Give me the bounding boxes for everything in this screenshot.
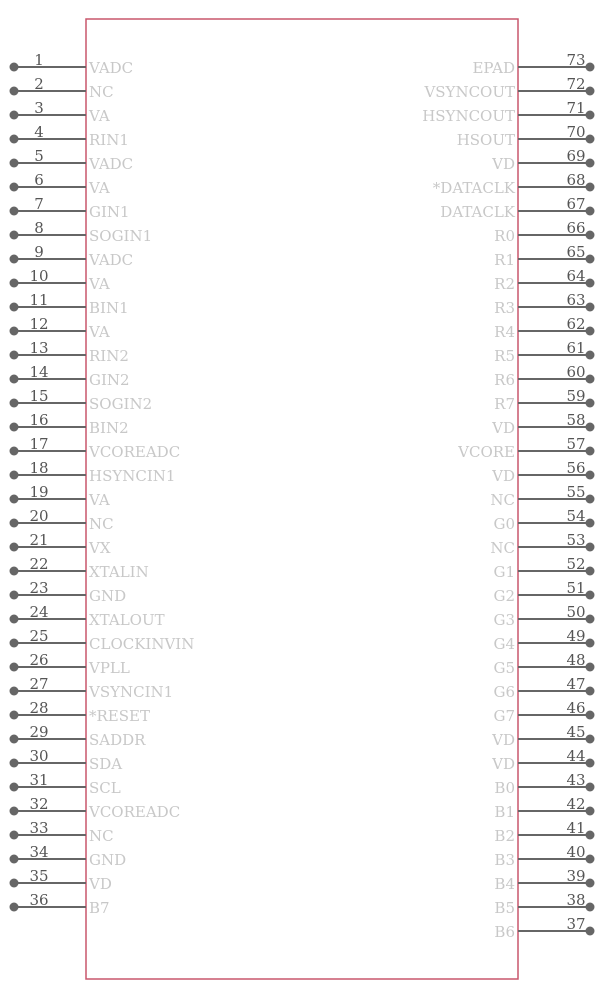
pin-terminal-dot (586, 255, 595, 264)
pin-number: 53 (566, 531, 586, 549)
pin-terminal-dot (586, 207, 595, 216)
pin-right-48 (493, 651, 594, 677)
pin-name: *DATACLK (432, 179, 515, 197)
pin-name: SOGIN1 (89, 227, 153, 245)
pin-right-62 (494, 315, 594, 341)
pin-terminal-dot (10, 111, 19, 120)
pin-left-16 (10, 411, 129, 437)
pin-name: NC (490, 491, 515, 509)
pin-left-18 (10, 459, 176, 485)
pin-name: HSYNCIN1 (89, 467, 176, 485)
pin-right-53 (490, 531, 594, 557)
pin-number: 66 (566, 219, 586, 237)
pin-right-42 (494, 795, 594, 821)
pin-name: B5 (494, 899, 515, 917)
pin-left-3 (10, 99, 110, 125)
pin-number: 38 (566, 891, 586, 909)
pin-name: VX (89, 539, 111, 557)
pin-name: NC (89, 827, 114, 845)
pin-terminal-dot (10, 63, 19, 72)
pin-right-39 (494, 867, 594, 893)
pin-terminal-dot (10, 735, 19, 744)
pin-number: 17 (29, 435, 49, 453)
pin-number: 54 (566, 507, 586, 525)
pin-number: 1 (34, 51, 44, 69)
pin-name: B4 (494, 875, 515, 893)
pin-terminal-dot (10, 183, 19, 192)
pin-terminal-dot (10, 783, 19, 792)
pin-terminal-dot (10, 423, 19, 432)
pin-left-5 (10, 147, 134, 173)
pin-number: 15 (29, 387, 49, 405)
pin-name: VD (492, 731, 515, 749)
pin-terminal-dot (10, 663, 19, 672)
pin-name: G6 (493, 683, 515, 701)
pin-name: VA (89, 179, 110, 197)
pin-number: 39 (566, 867, 586, 885)
pin-name: VA (89, 107, 110, 125)
pin-left-6 (10, 171, 110, 197)
pin-right-64 (494, 267, 594, 293)
pin-number: 47 (566, 675, 586, 693)
pin-right-60 (494, 363, 594, 389)
pin-terminal-dot (586, 855, 595, 864)
pin-name: B1 (494, 803, 515, 821)
pin-left-14 (10, 363, 130, 389)
pin-number: 46 (566, 699, 586, 717)
pin-name: B7 (89, 899, 110, 917)
pin-name: VADC (89, 155, 134, 173)
pin-terminal-dot (10, 879, 19, 888)
pin-terminal-dot (586, 879, 595, 888)
pin-left-30 (10, 747, 123, 773)
pin-terminal-dot (586, 351, 595, 360)
pin-right-56 (491, 459, 594, 485)
pin-number: 27 (29, 675, 49, 693)
pin-left-1 (10, 51, 134, 77)
pin-terminal-dot (10, 135, 19, 144)
pin-right-46 (493, 699, 594, 725)
pin-right-49 (493, 627, 594, 653)
pin-number: 48 (566, 651, 586, 669)
pin-left-10 (10, 267, 110, 293)
pin-name: XTALOUT (89, 611, 165, 629)
pin-terminal-dot (586, 519, 595, 528)
pin-name: GND (89, 851, 127, 869)
pin-name: VSYNCIN1 (89, 683, 174, 701)
pin-left-31 (10, 771, 121, 797)
pin-left-33 (10, 819, 114, 845)
pin-number: 25 (29, 627, 49, 645)
pin-terminal-dot (10, 855, 19, 864)
pin-right-37 (494, 915, 594, 941)
pin-left-32 (10, 795, 181, 821)
pin-number: 40 (566, 843, 586, 861)
pin-right-47 (493, 675, 594, 701)
pin-name: VSYNCOUT (424, 83, 515, 101)
pin-name: G4 (493, 635, 515, 653)
pin-terminal-dot (10, 519, 19, 528)
pin-terminal-dot (586, 303, 595, 312)
pin-number: 69 (566, 147, 586, 165)
pin-left-28 (10, 699, 150, 725)
pin-left-11 (10, 291, 129, 317)
pin-number: 28 (29, 699, 49, 717)
pin-number: 29 (29, 723, 49, 741)
pin-name: B6 (494, 923, 515, 941)
pin-terminal-dot (10, 711, 19, 720)
pin-name: *RESET (89, 707, 150, 725)
pin-terminal-dot (10, 807, 19, 816)
pin-terminal-dot (586, 135, 595, 144)
pin-terminal-dot (586, 183, 595, 192)
pin-left-8 (10, 219, 153, 245)
pin-terminal-dot (586, 471, 595, 480)
pin-name: GND (89, 587, 127, 605)
pin-number: 8 (34, 219, 44, 237)
pin-number: 22 (29, 555, 49, 573)
pin-name: NC (89, 83, 114, 101)
pin-right-40 (494, 843, 594, 869)
pin-terminal-dot (586, 663, 595, 672)
pin-terminal-dot (586, 903, 595, 912)
pin-name: VADC (89, 251, 134, 269)
pin-name: GIN2 (89, 371, 130, 389)
pin-left-27 (10, 675, 174, 701)
pin-name: B3 (494, 851, 515, 869)
pin-right-51 (493, 579, 594, 605)
pin-number: 4 (34, 123, 44, 141)
pin-name: BIN2 (89, 419, 129, 437)
pin-number: 67 (566, 195, 586, 213)
pin-left-15 (10, 387, 153, 413)
pin-number: 16 (29, 411, 49, 429)
pin-terminal-dot (586, 399, 595, 408)
pin-name: RIN2 (89, 347, 129, 365)
pin-number: 52 (566, 555, 586, 573)
pin-left-20 (10, 507, 114, 533)
pin-name: CLOCKINVIN (89, 635, 195, 653)
pin-right-44 (491, 747, 594, 773)
pin-number: 24 (29, 603, 49, 621)
pin-terminal-dot (586, 111, 595, 120)
pin-number: 42 (566, 795, 586, 813)
pin-number: 62 (566, 315, 586, 333)
pin-left-29 (10, 723, 147, 749)
pin-right-52 (493, 555, 594, 581)
pin-name: R2 (494, 275, 515, 293)
pin-number: 68 (566, 171, 586, 189)
pin-number: 33 (29, 819, 49, 837)
pin-name: SDA (89, 755, 123, 773)
pin-number: 58 (566, 411, 586, 429)
pin-terminal-dot (10, 567, 19, 576)
pin-terminal-dot (586, 567, 595, 576)
right-pin-group (422, 51, 594, 941)
pin-right-69 (491, 147, 594, 173)
pin-terminal-dot (10, 231, 19, 240)
pin-left-24 (10, 603, 165, 629)
pin-left-23 (10, 579, 127, 605)
pin-terminal-dot (586, 447, 595, 456)
component-body (86, 19, 518, 979)
pin-terminal-dot (586, 783, 595, 792)
pin-number: 36 (29, 891, 49, 909)
pin-number: 31 (29, 771, 49, 789)
pin-name: XTALIN (89, 563, 149, 581)
pin-name: VA (89, 323, 110, 341)
pin-terminal-dot (586, 639, 595, 648)
pin-number: 3 (34, 99, 44, 117)
pin-name: VCOREADC (89, 443, 181, 461)
pin-name: NC (89, 515, 114, 533)
pin-right-43 (494, 771, 594, 797)
pin-number: 59 (566, 387, 586, 405)
pin-name: R0 (494, 227, 515, 245)
pin-left-12 (10, 315, 110, 341)
pin-number: 26 (29, 651, 49, 669)
pin-terminal-dot (10, 351, 19, 360)
pin-terminal-dot (10, 279, 19, 288)
pin-terminal-dot (586, 807, 595, 816)
pin-left-4 (10, 123, 129, 149)
pin-number: 13 (29, 339, 49, 357)
pin-number: 21 (29, 531, 49, 549)
pin-name: R4 (494, 323, 515, 341)
pin-right-57 (457, 435, 594, 461)
pin-name: DATACLK (440, 203, 515, 221)
pin-name: G3 (493, 611, 515, 629)
pin-name: VD (492, 419, 515, 437)
pin-name: VADC (89, 59, 134, 77)
pin-number: 6 (34, 171, 44, 189)
pin-name: VCOREADC (89, 803, 181, 821)
pin-left-35 (10, 867, 112, 893)
pin-left-9 (10, 243, 134, 269)
pin-name: VA (89, 491, 110, 509)
pin-terminal-dot (586, 327, 595, 336)
pin-terminal-dot (586, 735, 595, 744)
pin-number: 60 (566, 363, 586, 381)
pin-terminal-dot (10, 447, 19, 456)
pin-number: 11 (29, 291, 49, 309)
pin-terminal-dot (10, 375, 19, 384)
pin-left-17 (10, 435, 181, 461)
pin-terminal-dot (10, 495, 19, 504)
pin-right-65 (494, 243, 594, 269)
pin-number: 43 (566, 771, 586, 789)
pin-left-34 (10, 843, 127, 869)
pin-number: 20 (29, 507, 49, 525)
pin-number: 51 (566, 579, 586, 597)
pin-terminal-dot (586, 63, 595, 72)
pin-terminal-dot (586, 927, 595, 936)
pin-right-68 (433, 171, 595, 197)
pin-number: 45 (566, 723, 586, 741)
pin-name: BIN1 (89, 299, 129, 317)
pin-name: NC (490, 539, 515, 557)
pin-right-41 (494, 819, 594, 845)
pin-number: 23 (29, 579, 49, 597)
pin-terminal-dot (586, 831, 595, 840)
pin-name: G5 (493, 659, 515, 677)
pin-terminal-dot (10, 159, 19, 168)
pin-name: VCORE (458, 443, 515, 461)
pin-name: VD (492, 467, 515, 485)
pin-left-7 (10, 195, 130, 221)
pin-number: 73 (566, 51, 586, 69)
pin-number: 18 (29, 459, 49, 477)
pin-name: G0 (493, 515, 515, 533)
pin-terminal-dot (10, 591, 19, 600)
pin-name: VA (89, 275, 110, 293)
pin-right-70 (457, 123, 595, 149)
pin-left-36 (10, 891, 110, 917)
pin-number: 49 (566, 627, 586, 645)
pin-number: 10 (29, 267, 49, 285)
pin-number: 56 (566, 459, 586, 477)
pin-terminal-dot (10, 687, 19, 696)
pin-name: HSOUT (456, 131, 515, 149)
pin-name: VD (492, 155, 515, 173)
pin-number: 41 (566, 819, 586, 837)
pin-right-50 (493, 603, 594, 629)
pin-number: 57 (566, 435, 586, 453)
pin-terminal-dot (10, 87, 19, 96)
pin-number: 14 (29, 363, 49, 381)
pin-terminal-dot (10, 399, 19, 408)
pin-right-45 (491, 723, 594, 749)
pin-terminal-dot (586, 423, 595, 432)
pin-name: EPAD (472, 59, 515, 77)
pin-name: GIN1 (89, 203, 130, 221)
pin-name: G2 (493, 587, 515, 605)
pin-right-63 (494, 291, 594, 317)
pin-number: 9 (34, 243, 44, 261)
pin-right-72 (423, 75, 594, 101)
pin-number: 2 (34, 75, 44, 93)
pin-right-38 (494, 891, 594, 917)
pin-number: 5 (34, 147, 44, 165)
pin-number: 55 (566, 483, 586, 501)
pin-terminal-dot (10, 471, 19, 480)
pin-name: SCL (89, 779, 121, 797)
pin-number: 72 (566, 75, 586, 93)
pin-left-25 (10, 627, 195, 653)
pin-left-26 (10, 651, 130, 677)
pin-number: 37 (566, 915, 586, 933)
pin-name: HSYNCOUT (422, 107, 515, 125)
pin-terminal-dot (586, 711, 595, 720)
pin-name: G7 (493, 707, 515, 725)
pin-number: 65 (566, 243, 586, 261)
pin-terminal-dot (10, 639, 19, 648)
pin-left-2 (10, 75, 114, 101)
pin-right-61 (494, 339, 594, 365)
pin-left-21 (10, 531, 111, 557)
pin-name: B2 (494, 827, 515, 845)
pin-right-58 (491, 411, 594, 437)
pin-left-19 (10, 483, 110, 509)
pin-terminal-dot (586, 495, 595, 504)
pin-right-73 (472, 51, 594, 77)
pin-left-13 (10, 339, 129, 365)
pin-terminal-dot (10, 207, 19, 216)
pin-name: G1 (493, 563, 515, 581)
pin-number: 71 (566, 99, 586, 117)
pin-terminal-dot (586, 159, 595, 168)
pin-name: R5 (494, 347, 515, 365)
pin-right-59 (494, 387, 594, 413)
pin-name: SOGIN2 (89, 395, 153, 413)
left-pin-group (10, 51, 195, 917)
pin-number: 19 (29, 483, 49, 501)
pin-terminal-dot (10, 327, 19, 336)
pin-name: R6 (494, 371, 515, 389)
pin-name: VD (492, 755, 515, 773)
pin-terminal-dot (586, 279, 595, 288)
pin-name: SADDR (89, 731, 146, 749)
pin-number: 12 (29, 315, 49, 333)
pin-name: R7 (494, 395, 515, 413)
pin-number: 50 (566, 603, 586, 621)
pin-number: 34 (29, 843, 49, 861)
pin-number: 64 (566, 267, 586, 285)
pin-terminal-dot (10, 303, 19, 312)
pin-number: 30 (29, 747, 49, 765)
pin-name: VD (89, 875, 112, 893)
pin-right-54 (493, 507, 594, 533)
pin-number: 7 (34, 195, 44, 213)
pin-terminal-dot (586, 759, 595, 768)
pin-terminal-dot (10, 255, 19, 264)
pin-terminal-dot (586, 375, 595, 384)
pin-number: 32 (29, 795, 49, 813)
pin-name: B0 (494, 779, 515, 797)
pin-number: 35 (29, 867, 49, 885)
pin-name: R3 (494, 299, 515, 317)
pin-number: 61 (566, 339, 586, 357)
pin-number: 44 (566, 747, 586, 765)
pin-terminal-dot (10, 759, 19, 768)
pin-name: R1 (494, 251, 515, 269)
pin-left-22 (10, 555, 149, 581)
pin-terminal-dot (10, 615, 19, 624)
pin-terminal-dot (10, 543, 19, 552)
pin-terminal-dot (586, 87, 595, 96)
pin-terminal-dot (586, 591, 595, 600)
pin-name: RIN1 (89, 131, 129, 149)
pin-terminal-dot (586, 687, 595, 696)
pin-number: 63 (566, 291, 586, 309)
pin-number: 70 (566, 123, 586, 141)
pin-right-71 (422, 99, 594, 125)
pin-terminal-dot (586, 543, 595, 552)
pin-terminal-dot (10, 831, 19, 840)
pin-name: VPLL (89, 659, 130, 677)
pin-terminal-dot (586, 615, 595, 624)
pin-terminal-dot (10, 903, 19, 912)
pin-right-55 (490, 483, 594, 509)
pin-terminal-dot (586, 231, 595, 240)
pin-right-66 (494, 219, 594, 245)
